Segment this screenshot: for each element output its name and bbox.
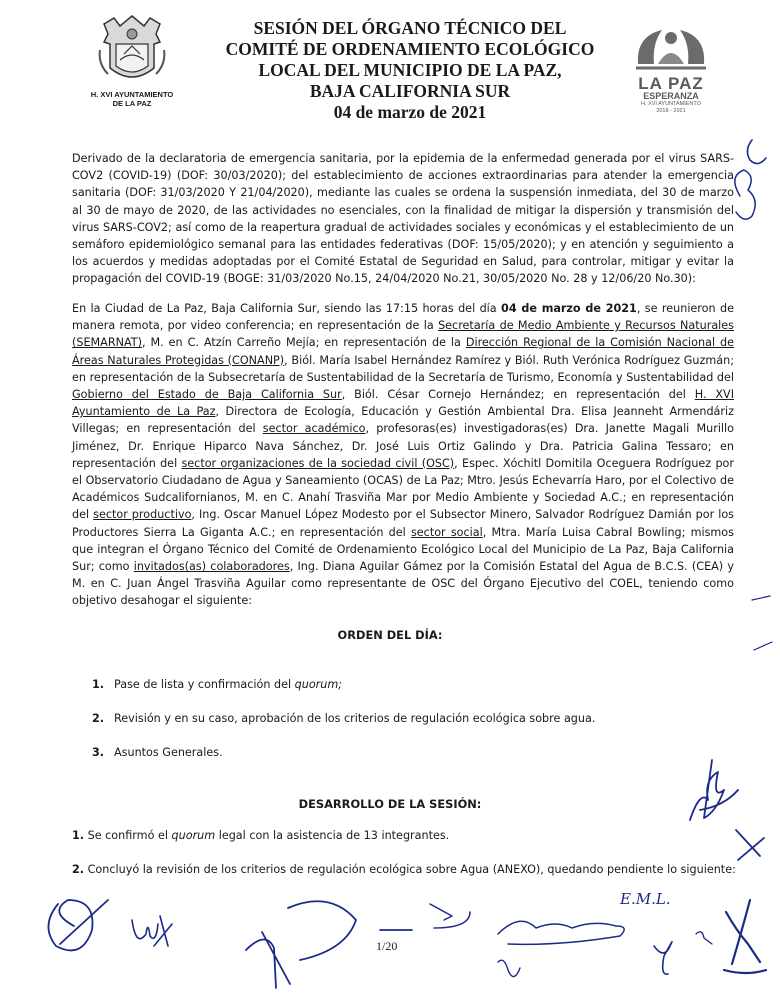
- footer-signature-7: [654, 942, 672, 974]
- agenda-text: Pase de lista y confirmación del: [114, 678, 295, 691]
- text-run: , Mtra. María Luisa Cabral Bowling; mismos que integran el Órgano Técnico del Comité de Ordenamiento Ecológico Local del Municipio de La Paz, Baja California Sur; como: [72, 525, 734, 574]
- development-emphasis: quorum: [171, 829, 216, 842]
- development-text: legal con la asistencia de 13 integrantes.: [215, 829, 450, 842]
- municipality-caption: H. XVI AYUNTAMIENTO DE LA PAZ: [90, 90, 174, 108]
- development-text: Se confirmó el: [84, 829, 172, 842]
- footer-signature-1: [48, 900, 108, 950]
- agenda-item: [92, 746, 223, 759]
- municipal-seal-block: [72, 14, 192, 108]
- meeting-date-bold: 04 de marzo de 2021: [501, 302, 637, 315]
- footer-initials-small: [696, 932, 712, 944]
- text-run: En la Ciudad de La Paz, Baja California Sur, siendo las 17:15 horas del día: [72, 302, 502, 315]
- text-run: , se reunieron de manera remota, por video conferencia; en representación de la: [72, 302, 734, 333]
- agenda-number: 2.: [92, 712, 105, 725]
- development-item: [72, 829, 449, 842]
- guests-entity: invitados(as) colaboradores: [133, 560, 290, 574]
- page-number: 1/20: [376, 939, 398, 953]
- text-run: , M. en C. Atzín Carreño Mejía; en representación de la: [141, 336, 466, 350]
- margin-signature-2: [735, 170, 755, 219]
- agenda-item: [92, 678, 342, 691]
- civil-society-entity: sector organizaciones de la sociedad civil (OSC): [181, 456, 455, 470]
- logo-emblem-icon: [632, 24, 710, 74]
- session-date: 04 de marzo de 2021: [333, 102, 487, 122]
- academic-sector-entity: sector académico: [262, 422, 366, 436]
- agenda-number: 1.: [92, 678, 105, 691]
- development-number: 2.: [72, 863, 85, 876]
- title-line: BAJA CALIFORNIA SUR: [309, 81, 511, 101]
- social-sector-entity: sector social: [410, 525, 483, 539]
- margin-tick-2: [754, 642, 772, 650]
- logo-wordmark: LA PAZ: [638, 74, 704, 93]
- state-government-entity: Gobierno del Estado de Baja California Sur: [72, 388, 342, 402]
- city-council-entity: H. XVI Ayuntamiento de La Paz: [72, 388, 734, 419]
- footer-signature-5: [498, 921, 624, 944]
- agenda-emphasis: quorum;: [294, 678, 343, 691]
- agenda-text: Asuntos Generales.: [114, 746, 223, 759]
- semarnat-entity: Secretaría de Medio Ambiente y Recursos Naturales (SEMARNAT): [72, 319, 734, 350]
- text-run: , Directora de Ecología, Educación y Gestión Ambiental Dra. Elisa Jeanneht Armendáriz Villegas; en representación del: [72, 405, 734, 436]
- document-title: [200, 18, 620, 123]
- footer-signature-8: [724, 900, 766, 973]
- footer-signature-6: [498, 960, 520, 976]
- margin-signature-4: [736, 830, 764, 860]
- session-development-heading: DESARROLLO DE LA SESIÓN:: [298, 797, 482, 811]
- title-line: SESIÓN DEL ÓRGANO TÉCNICO DEL: [253, 18, 567, 38]
- conanp-entity: Dirección Regional de la Comisión Nacional de Áreas Naturales Protegidas (CONANP): [72, 336, 734, 367]
- text-run: , Biól. César Cornejo Hernández; en representación del: [341, 388, 695, 402]
- development-number: 1.: [72, 829, 85, 842]
- productive-sector-entity: sector productivo: [93, 508, 192, 522]
- text-run: , profesoras(es) investigadoras(es) Dra. Janette Magali Murillo Jiménez, Dr. Enrique Hiparco Nava Sánchez, Dr. José Luis Ortiz Galindo y Dra. Patricia Galina Tessaro; en representación del: [72, 422, 734, 470]
- text-run: , Ing. Diana Aguilar Gámez por la Comisión Estatal del Agua de B.C.S. (CEA) y M. en C. Juan Ángel Trasviña Aguilar como representante de OSC del Órgano Ejecutivo del COEL, teniendo como objetivo desahogar el siguiente:: [72, 560, 734, 608]
- text-run: , Ing. Oscar Manuel López Modesto por el Subsector Minero, Salvador Rodríguez Damián por los Productores Sierra La Giganta A.C.; en representación del: [72, 508, 735, 539]
- context-paragraph: Derivado de la declaratoria de emergencia sanitaria, por la epidemia de la enfermedad generada por el virus SARS-COV2 (COVID-19) (DOF: 30/03/2020); del establecimiento de acciones extraordinarias para atender la emergencia sanitaria (DOF: 31/03/2020 Y 21/04/2020), mediante las cuales se ordena la suspensión inmediata, del 30 de marzo al 30 de mayo de 2020, de las actividades no esenciales, con la finalidad de mitigar la dispersión y transmisión del virus SARS-COV2; así como de la reapertura gradual de actividades sociales y económicas y el establecimiento de un semáforo epidemiológico semanal para las entidades federativas (DOF: 15/05/2020); y en atención y seguimiento a los acuerdos y medidas adoptadas por el Comité Estatal de Seguridad en Salud, para controlar, mitigar y evitar la propagación del COVID-19 (BOGE: 31/03/2020 No.15, 24/04/2020 No.21, 30/05/2020 No. 28 y 12/06/20 No.30):: [72, 152, 734, 286]
- coat-of-arms-seal: [96, 14, 168, 88]
- agenda-number: 3.: [92, 746, 105, 759]
- agenda-heading: ORDEN DEL DÍA:: [337, 628, 443, 642]
- development-text: Concluyó la revisión de los criterios de regulación ecológica sobre Agua (ANEXO), quedando pendiente lo siguiente:: [84, 863, 736, 876]
- logo-years: 2018 - 2021: [656, 108, 686, 114]
- text-run: , Espec. Xóchitl Domitila Oceguera Rodríguez por el Observatorio Ciudadano de Agua y Saneamiento (OCAS) de La Paz; Mtro. Jesús Echevarría Haro, por el Colectivo de Académicos Sudcalifornianos, M. en C. Anahí Trasviña Mar por Medio Ambiente y Sociedad A.C.; en representación del: [72, 456, 734, 522]
- footer-signature-4: [430, 904, 470, 928]
- logo-tagline: ESPERANZA: [643, 91, 699, 101]
- agenda-text: Revisión y en su caso, aprobación de los criterios de regulación ecológica sobre agua.: [114, 712, 596, 725]
- margin-signature-1: [747, 140, 766, 164]
- agenda-item: [92, 712, 595, 725]
- logo-subline: H. XVI AYUNTAMIENTO: [641, 101, 701, 107]
- margin-tick-1: [752, 596, 770, 600]
- la-paz-logo: [626, 24, 716, 115]
- title-line: COMITÉ DE ORDENAMIENTO ECOLÓGICO: [225, 39, 595, 59]
- attendance-paragraph: [72, 300, 734, 610]
- margin-signature-3: [690, 760, 738, 820]
- development-item: [72, 863, 736, 876]
- handwritten-initials: E.M.L.: [620, 890, 671, 908]
- text-run: , Biól. María Isabel Hernández Ramírez y Biól. Ruth Verónica Rodríguez Guzmán; en representación de la Subsecretaría de Sustentabilidad de la Secretaría de Turismo, Economía y Sustentabilidad del: [72, 353, 734, 384]
- footer-signature-2: [132, 916, 172, 946]
- title-line: LOCAL DEL MUNICIPIO DE LA PAZ,: [258, 60, 562, 80]
